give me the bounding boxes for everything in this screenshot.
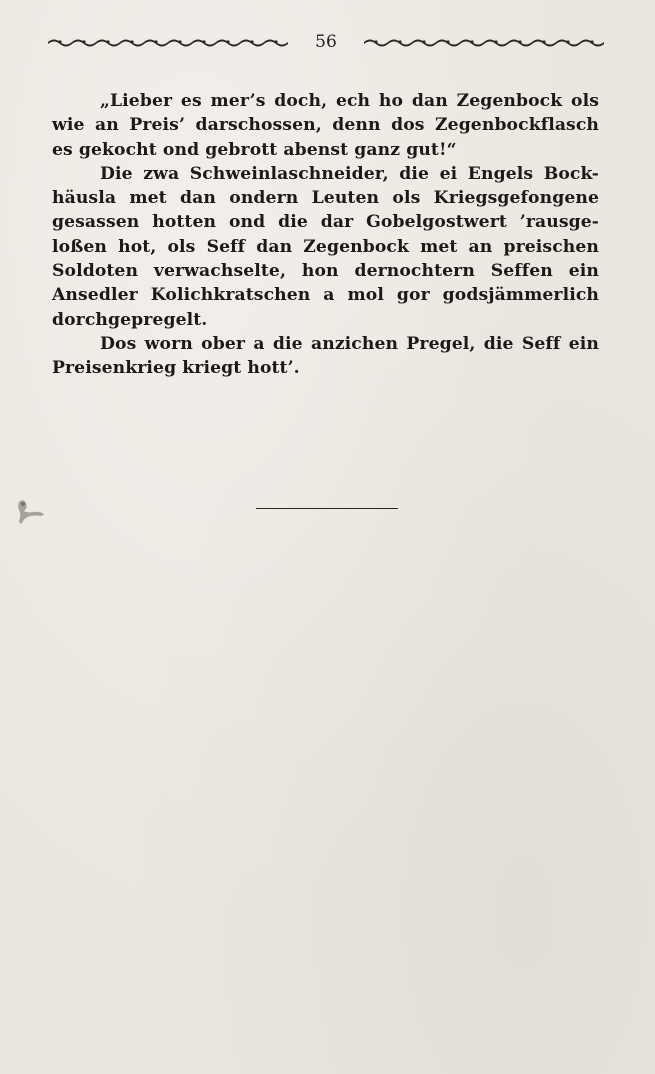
floral-border-ornament-icon	[48, 37, 288, 47]
page-header	[48, 30, 604, 54]
body-text	[52, 89, 599, 381]
paragraph-narrative: Die zwa Schweinlaschneider, die ei Engels Bock-häusla met dan ondern Leuten ols Kriegsgefongene gesassen hotten ond die dar Gobelgostwert ’rausge-loßen hot, ols Seff dan Zegenbock met an preischen Soldoten verwachselte, hon dernochtern Seffen ein Ansedler Kolichkratschen a mol gor godsjämmerlich dorchgepregelt.	[52, 163, 599, 330]
ink-smudge-icon	[14, 494, 48, 528]
page-number: 56	[315, 32, 337, 52]
paragraph-closing: Dos worn ober a die anzichen Pregel, die Seff ein Preisenkrieg kriegt hott’.	[52, 333, 599, 379]
section-end-rule	[256, 508, 398, 509]
floral-border-ornament-icon	[364, 37, 604, 47]
paragraph-quote: „Lieber es mer’s doch, ech ho dan Zegenbock ols wie an Preis’ darschossen, denn dos Zegenbockflasch es gekocht ond gebrott abenst ganz gut!“	[52, 91, 599, 160]
